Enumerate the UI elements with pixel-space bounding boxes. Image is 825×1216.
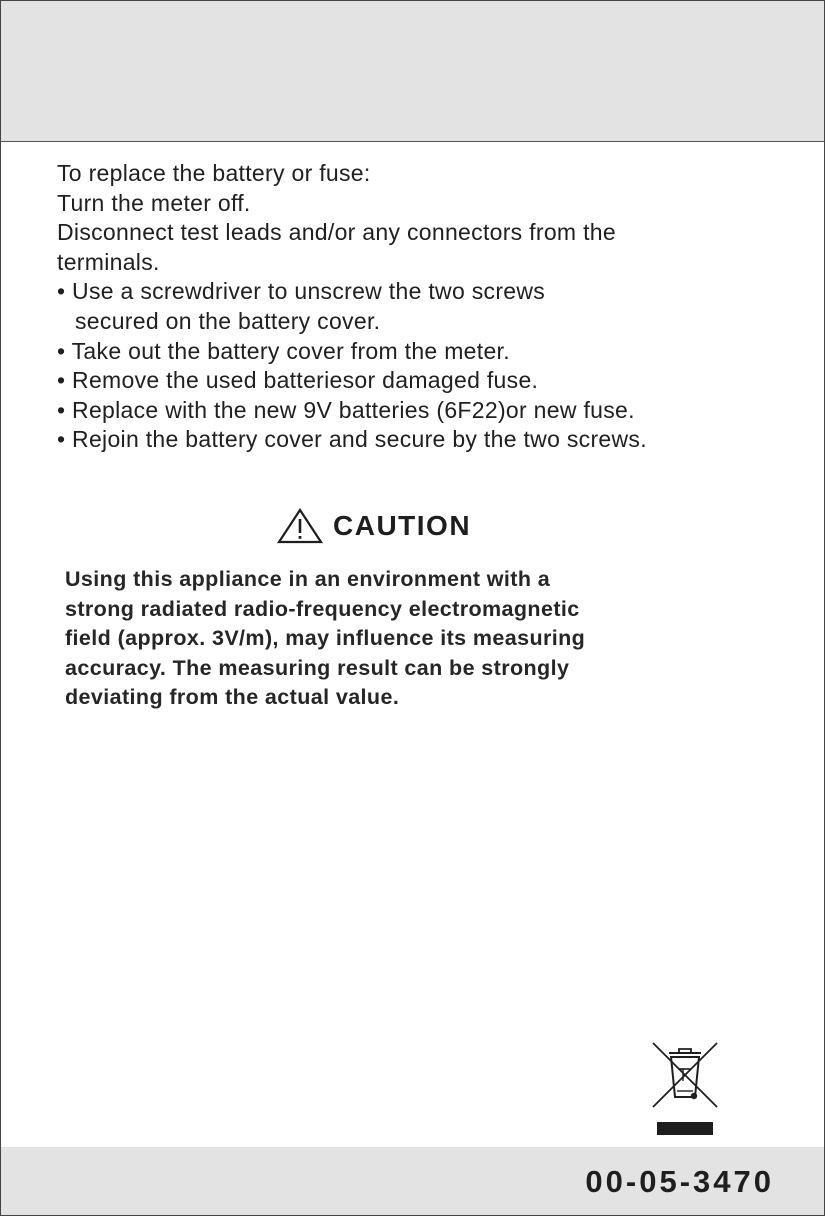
instruction-step: • Take out the battery cover from the meter. [57, 337, 510, 364]
instruction-line: Turn the meter off. [57, 189, 251, 216]
header-band [1, 1, 824, 142]
instruction-step: • Replace with the new 9V batteries (6F22)or new fuse. [57, 396, 635, 423]
instruction-step: • Remove the used batteriesor damaged fuse. [57, 367, 539, 394]
instruction-line: Disconnect test leads and/or any connectors from the [57, 219, 616, 246]
warning-line: deviating from the actual value. [65, 685, 400, 710]
warning-line: strong radiated radio-frequency electromagnetic [65, 596, 580, 621]
crossed-out-wheelie-bin-icon [649, 1039, 721, 1137]
document-number: 00-05-3470 [585, 1164, 774, 1199]
warning-triangle-icon [277, 507, 323, 545]
caution-heading [277, 504, 471, 548]
instruction-step: • Rejoin the battery cover and secure by the two screws. [57, 426, 647, 453]
battery-fuse-instructions [57, 159, 777, 455]
caution-label: CAUTION [333, 510, 472, 541]
instruction-heading: To replace the battery or fuse: [57, 160, 371, 186]
caution-warning-text [65, 565, 765, 713]
warning-line: accuracy. The measuring result can be strongly [65, 655, 570, 680]
warning-line: Using this appliance in an environment with a [65, 567, 551, 591]
instruction-step-continuation: secured on the battery cover. [75, 307, 381, 334]
instruction-line: terminals. [57, 248, 160, 275]
warning-line: field (approx. 3V/m), may influence its measuring [65, 626, 586, 651]
instruction-step: • Use a screwdriver to unscrew the two screws [57, 278, 546, 305]
